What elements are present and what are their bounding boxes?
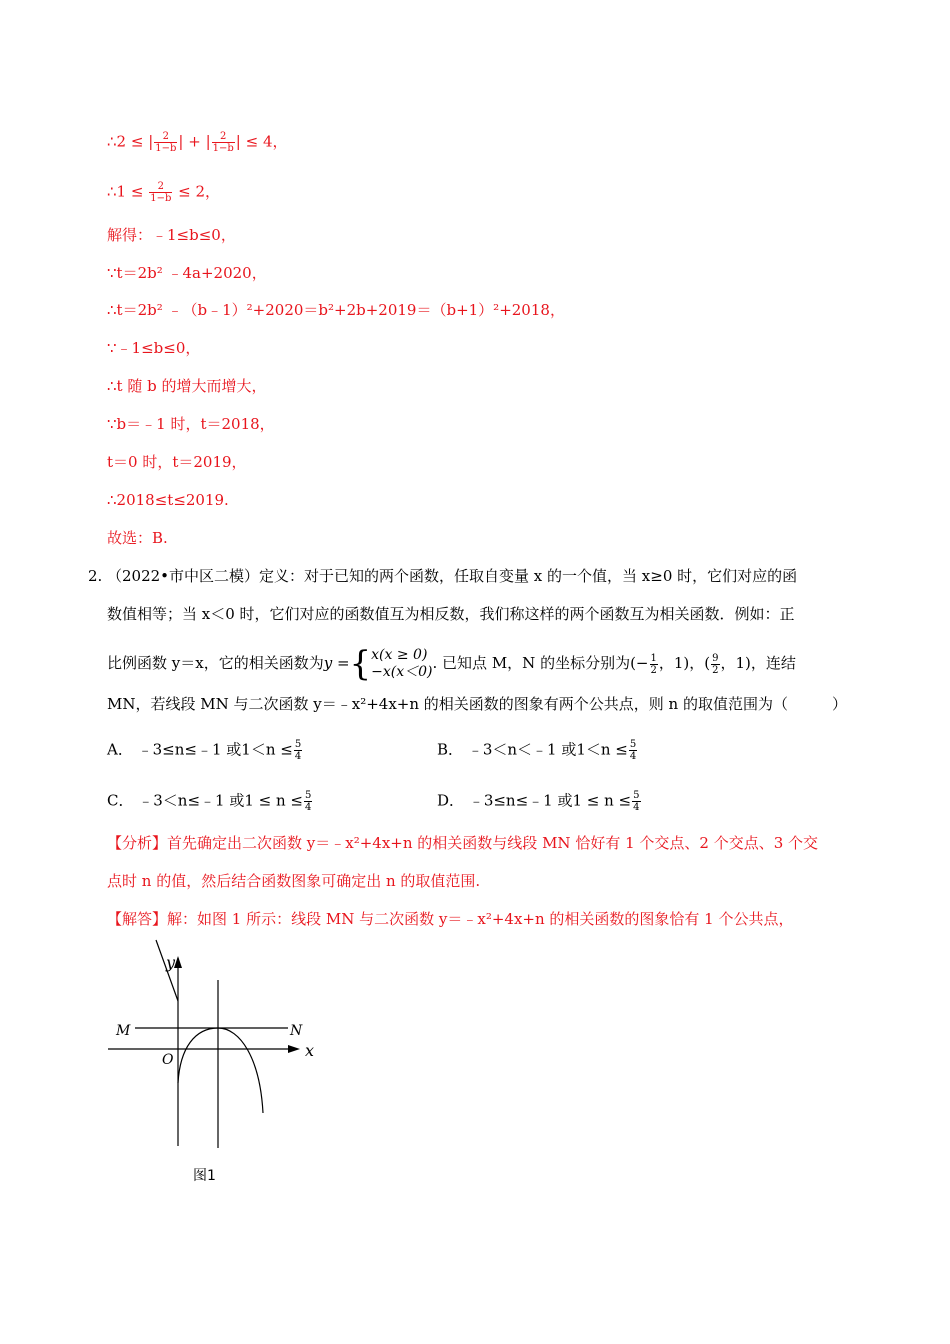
option-a-text: ﹣3≤n≤﹣1 或1＜n ≤ xyxy=(137,740,293,759)
x-axis-arrow xyxy=(288,1045,300,1053)
line3-y: y = xyxy=(323,654,350,672)
option-b[interactable] xyxy=(437,739,638,762)
solution-line-1 xyxy=(107,131,287,154)
option-c-text: ﹣3＜n≤﹣1 或1 ≤ n ≤ xyxy=(138,791,303,810)
solution-line-7: ∴t 随 b 的增大而增大， xyxy=(107,377,267,395)
figure-1 xyxy=(100,938,330,1188)
fraction: $\frac{2}{1-b}$ xyxy=(212,131,234,154)
label-x: x xyxy=(305,1041,315,1060)
solution-line-11: 故选：B. xyxy=(107,529,168,547)
option-d[interactable] xyxy=(437,790,642,813)
line3-text-c: ，1)，( xyxy=(658,654,711,672)
option-c[interactable] xyxy=(107,790,313,813)
solution-line-8: ∵b＝﹣1 时，t＝2018， xyxy=(107,415,275,433)
solution-line-6: ∵﹣1≤b≤0， xyxy=(107,339,201,357)
answer-text-1: 解：如图 1 所示：线段 MN 与二次函数 y＝﹣x²+4x+n 的相关函数的图象恰有 1 个公共点， xyxy=(167,910,794,928)
question-number: 2. xyxy=(88,567,103,585)
fraction: $\frac{5}{4}$ xyxy=(633,790,640,813)
label-o: O xyxy=(162,1052,174,1068)
question-line-3 xyxy=(107,644,796,684)
line3-text-a: 比例函数 y＝x，它的相关函数为 xyxy=(107,654,324,672)
line3-text-d: ，1)，连结 xyxy=(720,654,796,672)
fraction: $\frac{2}{1-b}$ xyxy=(150,181,172,204)
question-line-4 xyxy=(107,694,847,714)
fraction: $\frac{5}{4}$ xyxy=(629,739,637,762)
figure-caption: 图1 xyxy=(193,1168,216,1184)
option-d-label: D． xyxy=(437,791,465,810)
line3-text-b: . 已知点 M，N 的坐标分别为(− xyxy=(432,654,649,672)
option-b-text: ﹣3＜n＜﹣1 或1＜n ≤ xyxy=(467,740,628,759)
solution-line-4: ∵t＝2b² ﹣4a+2020， xyxy=(107,264,267,282)
option-b-label: B． xyxy=(437,740,464,759)
fraction: $\frac{5}{4}$ xyxy=(305,790,312,813)
label-n: N xyxy=(290,1023,303,1039)
analysis-tag: 【分析】 xyxy=(107,834,168,852)
analysis-text-1: 首先确定出二次函数 y＝﹣x²+4x+n 的相关函数与线段 MN 恰好有 1 个交点、2 个交点、3 个交 xyxy=(167,834,819,852)
label-y: y xyxy=(166,953,176,972)
solution-line-3: 解得：﹣1≤b≤0， xyxy=(107,226,236,244)
fraction: $\frac{5}{4}$ xyxy=(294,739,302,762)
l1-mid: | + | xyxy=(178,132,211,151)
solution-line-10: ∴2018≤t≤2019. xyxy=(107,491,229,509)
y-axis-arrow xyxy=(174,956,182,968)
related-curve-right xyxy=(178,1028,263,1113)
l1-suffix: | ≤ 4， xyxy=(235,132,288,151)
solution-line-2 xyxy=(107,181,220,204)
option-d-text: ﹣3≤n≤﹣1 或1 ≤ n ≤ xyxy=(468,791,632,810)
question-line-1: （2022•市中区二模）定义：对于已知的两个函数，任取自变量 x 的一个值，当 x≥0 时，它们对应的函 xyxy=(107,567,798,585)
solution-line-9: t＝0 时，t＝2019， xyxy=(107,453,247,471)
solution-line-5: ∴t＝2b² ﹣（b﹣1）²+2020＝b²+2b+2019＝（b+1）²+2018， xyxy=(107,301,565,319)
option-a-label: A． xyxy=(107,740,133,759)
option-a[interactable] xyxy=(107,739,303,762)
left-brace: { xyxy=(349,644,372,684)
l1-prefix: ∴2 ≤ | xyxy=(107,132,154,151)
question-line-2: 数值相等；当 x＜0 时，它们对应的函数值互为相反数，我们称这样的两个函数互为相关函数．例如：正 xyxy=(107,605,795,623)
answer-line-1 xyxy=(107,909,793,929)
analysis-line-1 xyxy=(107,833,818,853)
piecewise-cases: x(x ≥ 0) −x(x＜0) xyxy=(371,647,433,680)
answer-tag: 【解答】 xyxy=(107,910,168,928)
label-m: M xyxy=(116,1023,131,1039)
line4-end: ） xyxy=(832,695,848,713)
l2-suffix: ≤ 2， xyxy=(178,182,221,201)
analysis-line-2: 点时 n 的值，然后结合函数图象可确定出 n 的取值范围. xyxy=(107,872,481,890)
fraction-m: $\frac{1}{2}$ xyxy=(650,652,657,676)
option-c-label: C． xyxy=(107,791,134,810)
line4-text: MN，若线段 MN 与二次函数 y＝﹣x²+4x+n 的相关函数的图象有两个公共点，则 n 的取值范围为（ xyxy=(107,695,788,713)
l2-prefix: ∴1 ≤ xyxy=(107,182,144,201)
fraction-n: $\frac{9}{2}$ xyxy=(712,652,719,676)
fraction: $\frac{2}{1-b}$ xyxy=(155,131,177,154)
